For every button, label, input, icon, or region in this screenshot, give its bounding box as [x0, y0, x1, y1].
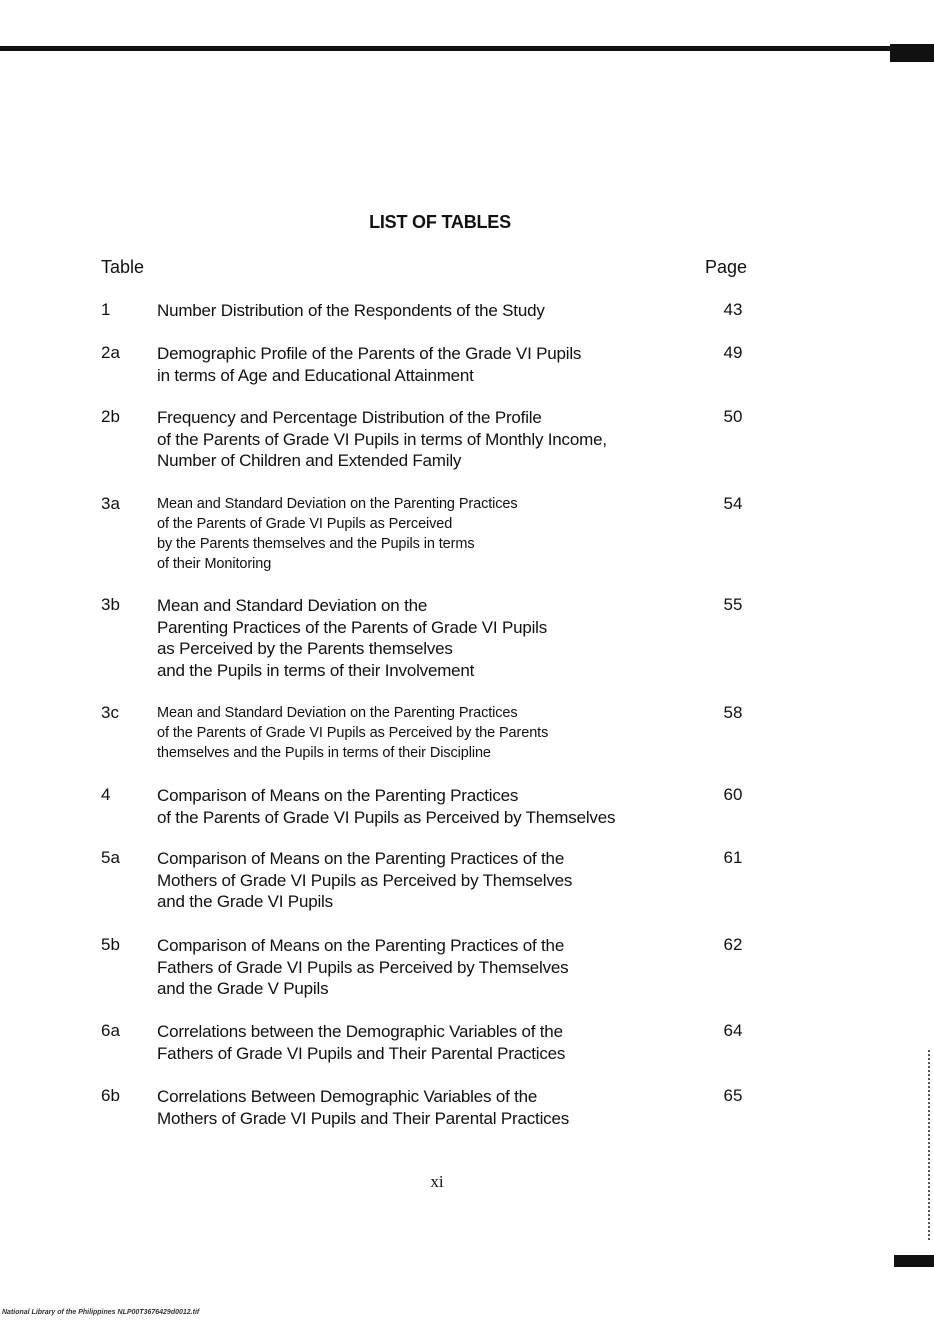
entry-page: 49 — [723, 343, 743, 362]
entry-number: 2b — [101, 407, 120, 426]
entry-number: 5b — [101, 935, 120, 954]
entry-title: Comparison of Means on the Parenting Practices of the Parents of Grade VI Pupils as Perceived by Themselves — [157, 786, 616, 827]
top-scan-rule — [0, 46, 934, 51]
entry-number: 4 — [101, 785, 111, 804]
scan-footer-stamp: National Library of the Philippines NLP00T3676429d0012.tif — [2, 1309, 200, 1316]
scan-edge-mark — [890, 44, 934, 62]
entry-title: Comparison of Means on the Parenting Practices of the Mothers of Grade VI Pupils as Perceived by Themselves and the Grade VI Pupils — [157, 849, 573, 911]
entry-number: 6a — [101, 1021, 120, 1040]
entry-page: 64 — [723, 1021, 743, 1040]
page-column-header: Page — [705, 257, 748, 277]
entry-page: 54 — [723, 494, 743, 513]
entry-title: Correlations Between Demographic Variables of the Mothers of Grade VI Pupils and Their Parental Practices — [157, 1087, 569, 1128]
entry-number: 3a — [101, 494, 120, 513]
entry-number: 2a — [101, 343, 120, 362]
entry-page: 60 — [723, 785, 743, 804]
page-number: xi — [430, 1172, 444, 1191]
scan-noise — [926, 1050, 930, 1240]
entry-title: Frequency and Percentage Distribution of the Profile of the Parents of Grade VI Pupils in terms of Monthly Income, Number of Children and Extended Family — [157, 408, 607, 470]
entry-number: 3c — [101, 703, 119, 722]
entry-page: 65 — [723, 1086, 743, 1105]
entry-title: Mean and Standard Deviation on the Parenting Practices of the Parents of Grade VI Pupils as Perceived by the Parents themselves and the Pupils in terms of their Involvement — [157, 596, 548, 680]
entry-title: Comparison of Means on the Parenting Practices of the Fathers of Grade VI Pupils as Perceived by Themselves and the Grade V Pupils — [157, 936, 569, 998]
entry-page: 50 — [723, 407, 743, 426]
entry-title: Mean and Standard Deviation on the Parenting Practices of the Parents of Grade VI Pupils as Perceived by the Parents themselves and the Pupils in terms of their Discipline — [157, 705, 549, 761]
entry-number: 5a — [101, 848, 120, 867]
entry-page: 62 — [723, 935, 743, 954]
table-column-header: Table — [101, 257, 145, 277]
entry-page: 43 — [723, 300, 743, 319]
entry-page: 61 — [723, 848, 743, 867]
entry-number: 1 — [101, 300, 111, 319]
entry-page: 58 — [723, 703, 743, 722]
entry-number: 6b — [101, 1086, 120, 1105]
scan-edge-mark-bottom — [894, 1255, 934, 1267]
entry-title: Mean and Standard Deviation on the Parenting Practices of the Parents of Grade VI Pupils as Perceived by the Parents themselves and the Pupils in terms of their Monitoring — [157, 496, 518, 572]
entry-title: Number Distribution of the Respondents of the Study — [157, 301, 545, 320]
entry-title: Demographic Profile of the Parents of the Grade VI Pupils in terms of Age and Educational Attainment — [157, 344, 582, 385]
entry-number: 3b — [101, 595, 120, 614]
entry-page: 55 — [723, 595, 743, 614]
entry-title: Correlations between the Demographic Variables of the Fathers of Grade VI Pupils and Their Parental Practices — [157, 1022, 566, 1063]
page-title: LIST OF TABLES — [369, 212, 511, 232]
